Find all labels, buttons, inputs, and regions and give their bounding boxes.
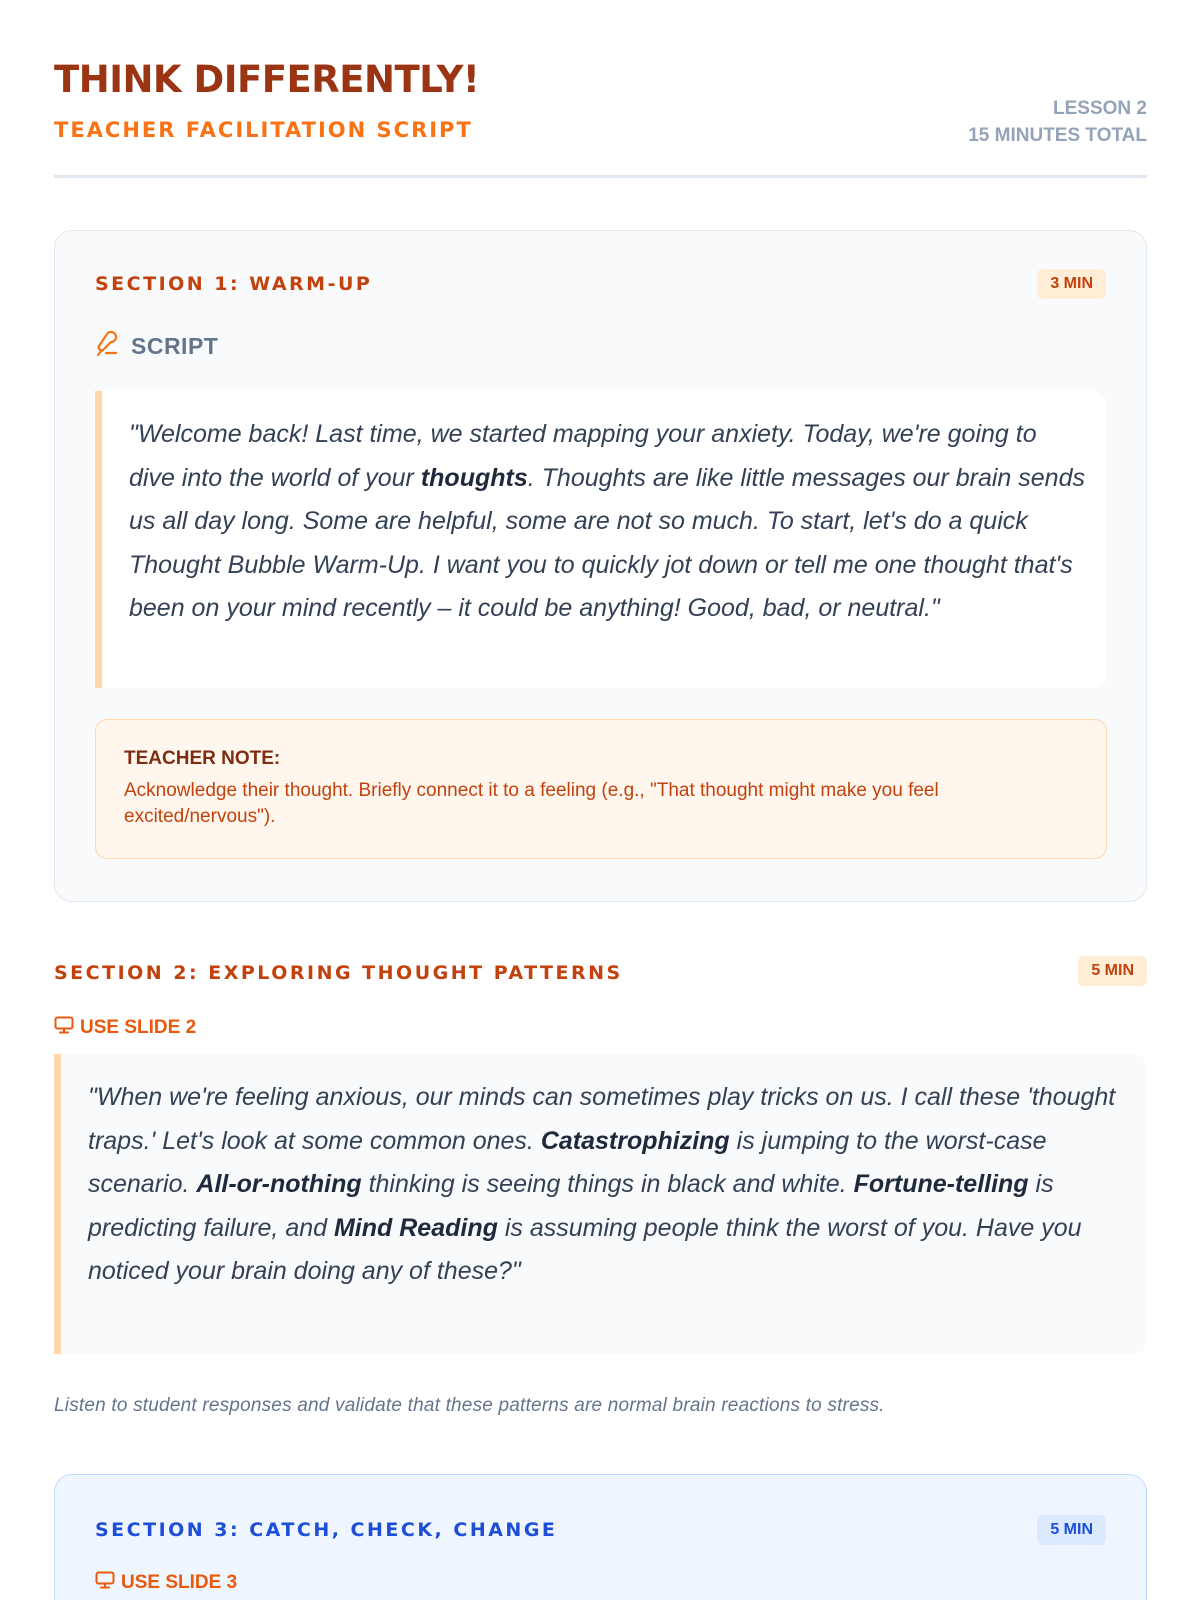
lesson-page xyxy=(54,0,1147,1593)
quote-emphasis: Mind Reading xyxy=(333,1213,498,1242)
section-2-title: SECTION 2: EXPLORING THOUGHT PATTERNS xyxy=(54,962,623,984)
quote-text: . Thoughts are like little messages our brain sends us all day long. Some are helpful, some are not so much. To start, let's do a quick Thought Bubble Warm-Up. I want you to quickly jot down or tell me one thought that's been on your mind recently – it could be anything! Good, bad, or neutral." xyxy=(129,463,1085,622)
section-3-title: SECTION 3: CATCH, CHECK, CHANGE xyxy=(95,1519,558,1541)
page-title: THINK DIFFERENTLY! xyxy=(54,58,480,101)
section-3-slide-label xyxy=(95,1571,237,1595)
section-1-card xyxy=(54,230,1147,902)
page-subtitle: TEACHER FACILITATION SCRIPT xyxy=(54,118,473,142)
quote-text: is predicting failure, and xyxy=(88,1170,1054,1242)
quote-text: thinking is seeing things in black and white. xyxy=(361,1170,854,1198)
page-header xyxy=(54,0,1147,178)
teacher-note-title: TEACHER NOTE: xyxy=(124,748,281,769)
quote-emphasis: All-or-nothing xyxy=(196,1170,362,1198)
microphone-icon xyxy=(95,331,119,362)
quote-text: is assuming people think the worst of you. Have you noticed your brain doing any of these?" xyxy=(88,1213,1082,1285)
teacher-note-body: Acknowledge their thought. Briefly connect it to a feeling (e.g., "That thought might make you feel excited/nervous"). xyxy=(124,780,939,827)
monitor-icon xyxy=(95,1571,115,1595)
quote-emphasis: Catastrophizing xyxy=(540,1126,730,1155)
section-2-footnote: Listen to student responses and validate that these patterns are normal brain reactions to stress. xyxy=(54,1395,885,1416)
section-3-card xyxy=(54,1474,1147,1600)
quote-text: "When we're feeling anxious, our minds can sometimes play tricks on us. I call these 'thought traps.' Let's look at some common ones. xyxy=(88,1083,1116,1155)
section-3-time-badge: 5 MIN xyxy=(1037,1515,1106,1545)
quote-emphasis: Fortune-telling xyxy=(853,1170,1029,1198)
quote-emphasis: thoughts xyxy=(420,463,528,492)
lesson-meta xyxy=(968,95,1147,149)
script-label xyxy=(95,331,218,362)
quote-text: is jumping to the worst-case scenario. xyxy=(88,1126,1047,1198)
slide-label-text: USE SLIDE 2 xyxy=(80,1017,197,1038)
section-1-time-badge: 3 MIN xyxy=(1037,269,1106,299)
quote-text: "Welcome back! Last time, we started mapping your anxiety. Today, we're going to dive into the world of your xyxy=(129,420,1037,492)
lesson-number: LESSON 2 xyxy=(1053,98,1147,119)
section-1-title: SECTION 1: WARM-UP xyxy=(95,273,373,295)
slide-label-text: USE SLIDE 3 xyxy=(121,1572,238,1593)
script-label-text: SCRIPT xyxy=(131,333,219,359)
lesson-duration: 15 MINUTES TOTAL xyxy=(968,125,1147,146)
section-1-script-quote xyxy=(95,391,1107,688)
monitor-icon xyxy=(54,1016,74,1040)
section-2-slide-label xyxy=(54,1016,196,1040)
section-2-script-quote xyxy=(54,1054,1147,1354)
teacher-note xyxy=(95,719,1107,859)
section-2-time-badge: 5 MIN xyxy=(1078,956,1147,986)
